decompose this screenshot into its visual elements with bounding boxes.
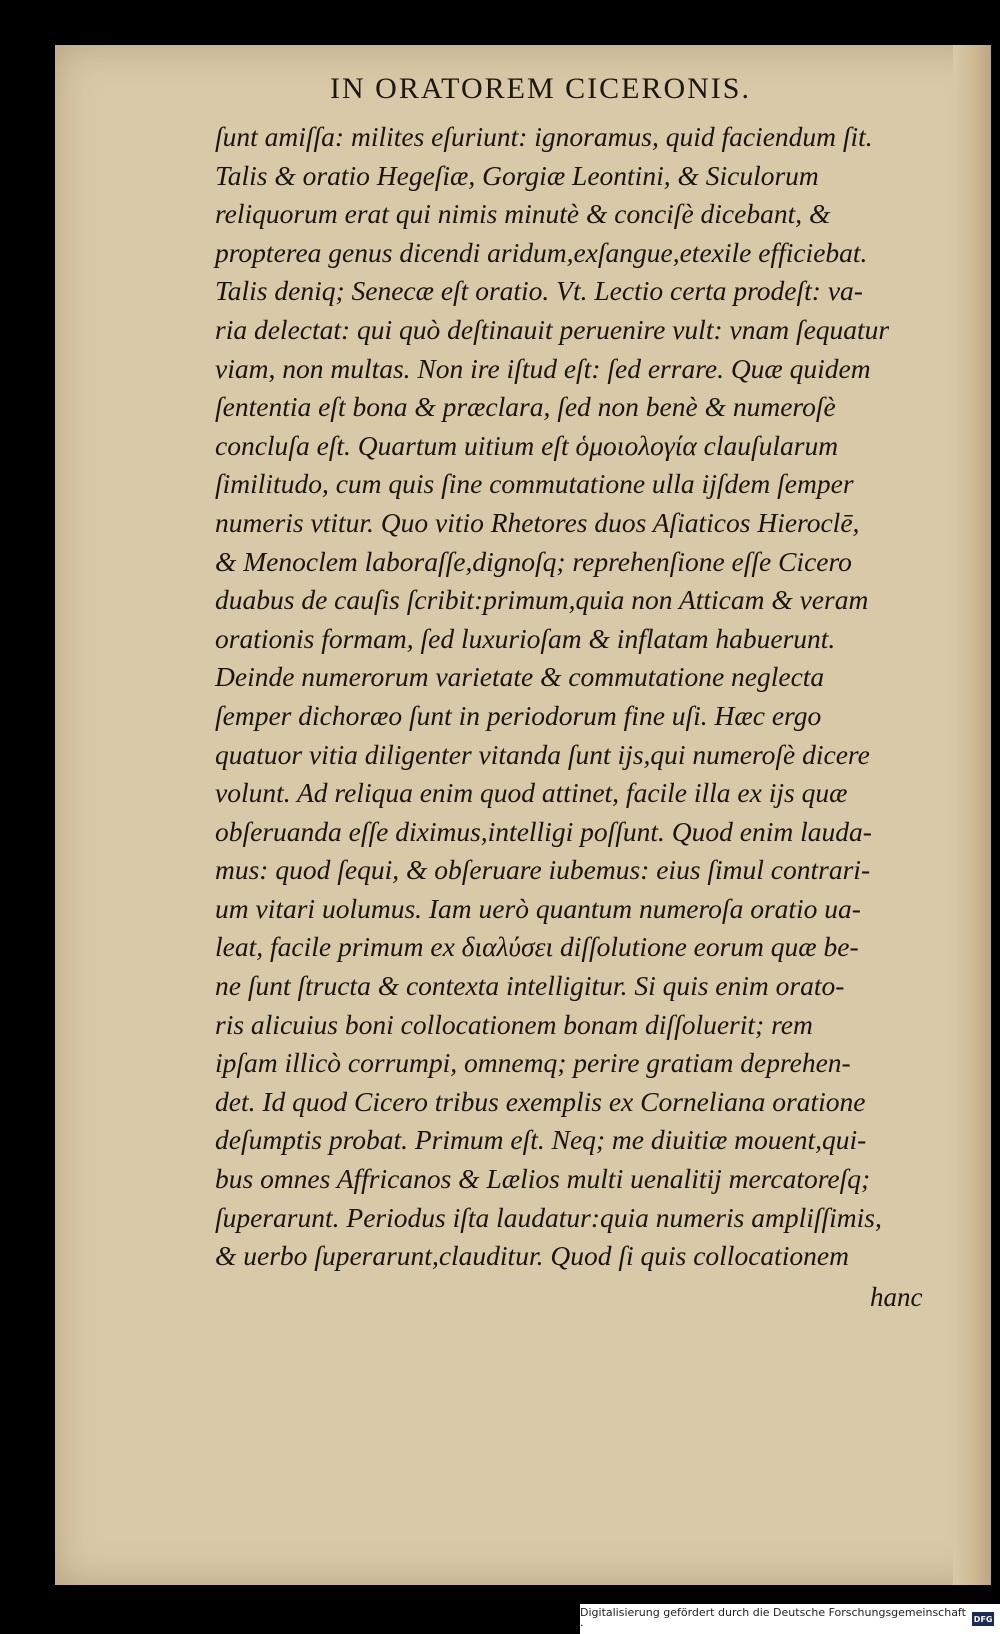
text-line: Deinde numerorum varietate & commutatione neglecta xyxy=(215,661,825,693)
dfg-logo-icon: DFG xyxy=(972,1612,994,1626)
text-line: & Menoclem laboraſſe,dignoſq; reprehenſione eſſe Cicero xyxy=(215,545,852,577)
text-line: volunt. Ad reliqua enim quod attinet, facile illa ex ijs quæ xyxy=(215,777,848,809)
text-line: numeris vtitur. Quo vitio Rhetores duos Aſiaticos Hieroclē, xyxy=(215,506,860,538)
text-line: & uerbo ſuperarunt,clauditur. Quod ſi quis collocationem xyxy=(215,1240,849,1272)
text-line: ria delectat: qui quò deſtinauit peruenire vult: vnam ſequatur xyxy=(215,313,890,345)
text-line: ris alicuius boni collocationem bonam diſſoluerit; rem xyxy=(215,1008,813,1040)
text-line: ſuperarunt. Periodus iſta laudatur:quia numeris ampliſſimis, xyxy=(215,1201,882,1233)
text-line: deſumptis probat. Primum eſt. Neq; me diuitiæ mouent,qui- xyxy=(215,1124,867,1156)
text-line: ne ſunt ſtructa & contexta intelligitur. Si quis enim orato- xyxy=(215,970,845,1002)
text-line: concluſa eſt. Quartum uitium eſt ὁμοιολογία clauſularum xyxy=(215,429,839,461)
body-text xyxy=(215,118,935,1276)
text-line: orationis formam, ſed luxurioſam & inflatam habuerunt. xyxy=(215,622,836,654)
text-line: duabus de cauſis ſcribit:primum,quia non Atticam & veram xyxy=(215,584,869,616)
text-line: det. Id quod Cicero tribus exemplis ex Corneliana oratione xyxy=(215,1085,866,1117)
text-line: bus omnes Affricanos & Lælios multi uenalitij mercatoreſq; xyxy=(215,1163,871,1195)
text-line: propterea genus dicendi aridum,exſangue,etexile efficiebat. xyxy=(215,236,868,268)
text-line: viam, non multas. Non ire iſtud eſt: ſed errare. Quæ quidem xyxy=(215,352,871,384)
text-line: ſunt amiſſa: milites eſuriunt: ignoramus, quid faciendum ſit. xyxy=(215,121,873,152)
text-line: ſimilitudo, cum quis ſine commutatione ulla ijſdem ſemper xyxy=(215,468,854,500)
text-line: ſemper dichoræo ſunt in periodorum fine uſi. Hæc ergo xyxy=(215,699,822,731)
text-line: leat, facile primum ex διαλύσει diſſolutione eorum quæ be- xyxy=(215,931,859,963)
digitization-footer xyxy=(580,1604,1000,1634)
catchword: hanc xyxy=(870,1282,923,1312)
text-line: Talis & oratio Hegeſiæ, Gorgiæ Leontini, & Siculorum xyxy=(215,159,819,191)
page-edge xyxy=(953,45,991,1585)
text-line: ipſam illicò corrumpi, omnemq; perire gratiam deprehen- xyxy=(215,1047,851,1079)
text-line: Talis deniq; Senecæ eſt oratio. Vt. Lectio certa prodeſt: va- xyxy=(215,275,863,307)
text-line: obſeruanda eſſe diximus,intelligi poſſunt. Quod enim lauda- xyxy=(215,815,872,847)
text-line: um vitari uolumus. Iam uerò quantum numeroſa oratio ua- xyxy=(215,892,861,924)
footer-text: Digitalisierung gefördert durch die Deutsche Forschungsgemeinschaft · xyxy=(580,1606,966,1632)
running-head: IN ORATOREM CICERONIS. xyxy=(330,72,751,105)
text-line: reliquorum erat qui nimis minutè & conciſè dicebant, & xyxy=(215,198,831,230)
text-line: ſententia eſt bona & præclara, ſed non benè & numeroſè xyxy=(215,391,836,423)
text-line: mus: quod ſequi, & obſeruare iubemus: eius ſimul contrari- xyxy=(215,854,871,886)
text-line: quatuor vitia diligenter vitanda ſunt ijs,qui numeroſè dicere xyxy=(215,738,870,770)
